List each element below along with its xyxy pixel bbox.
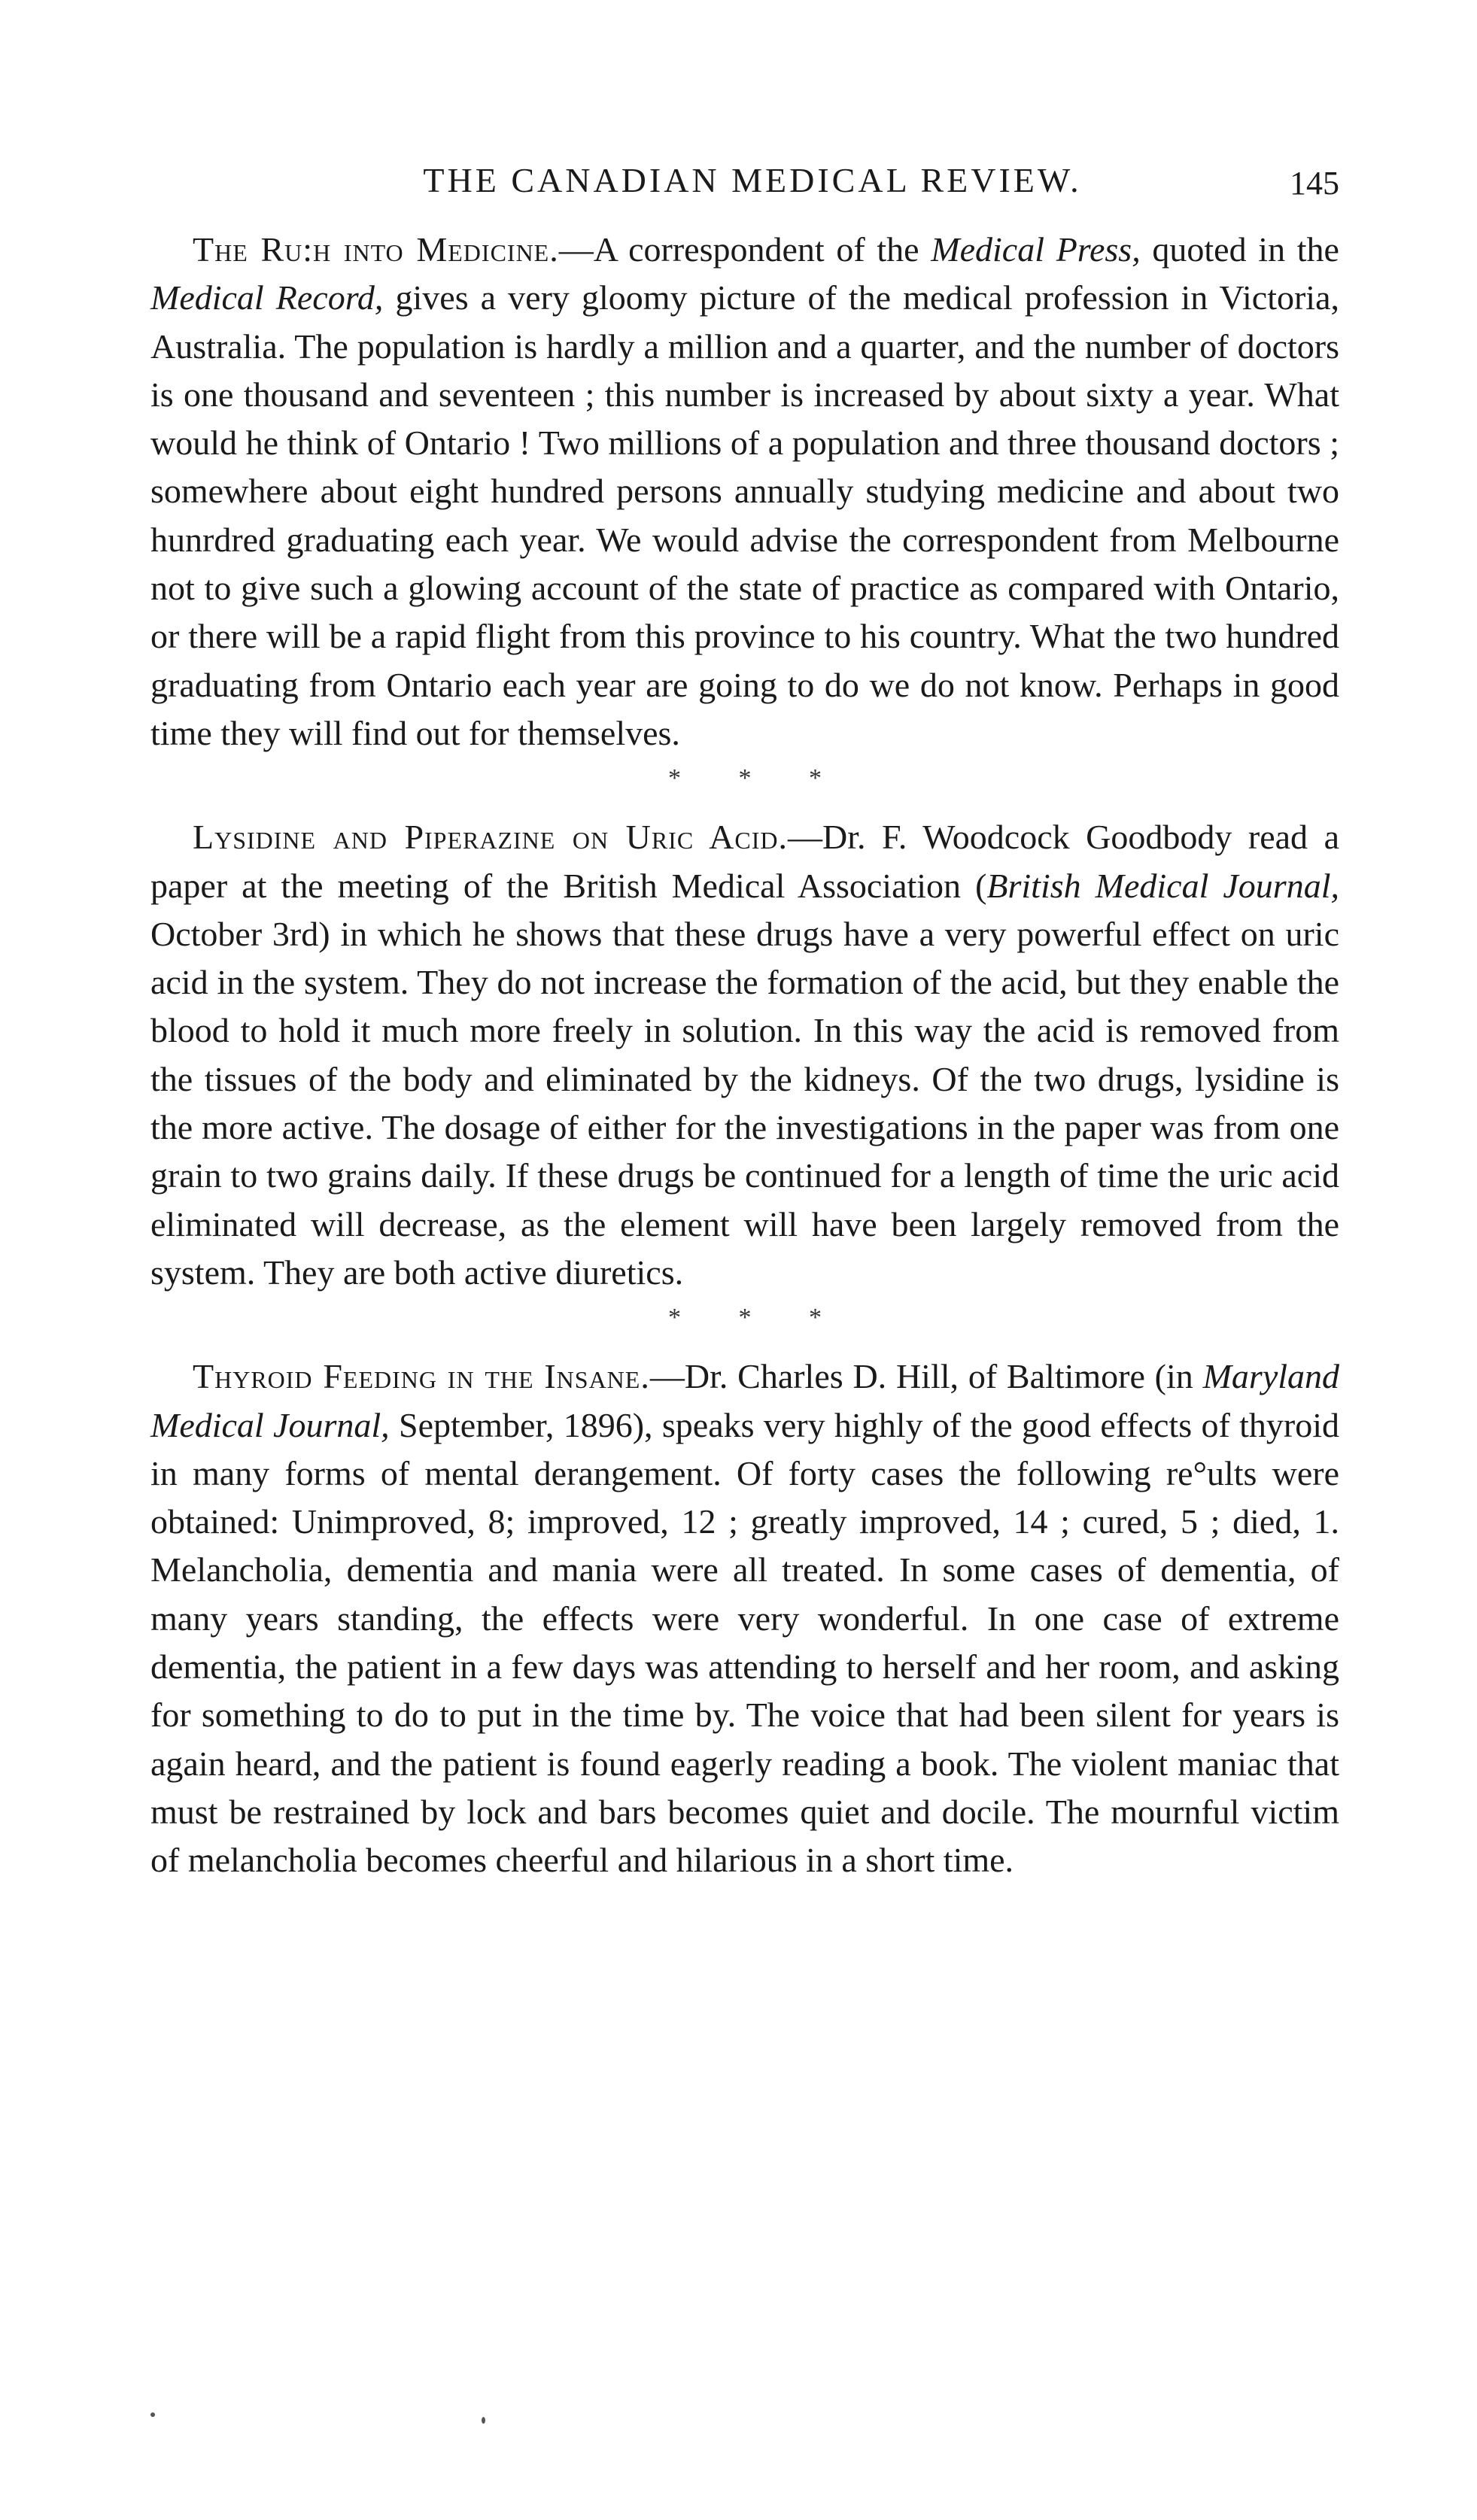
scan-speck bbox=[150, 2412, 155, 2417]
scan-specks bbox=[150, 2403, 752, 2433]
article-title: The Ru:h into Medicine. bbox=[193, 230, 559, 269]
article-text: Dr. Charles D. Hill, of Baltimore (in bbox=[684, 1357, 1203, 1396]
journal-name: British Medical Journal, bbox=[986, 866, 1339, 905]
article-text: October 3rd) in which he shows that these drugs have a very powerful effect on uric acid in the system. They do not increase the formation of the acid, but they enable the blood to hold it much more freely in solution. In this way the acid is removed from the tissues of the body and eliminated by the kidneys. Of the two drugs, lysidine is the more active. The dosage of either for the investigations in the paper was from one grain to two grains daily. If these drugs be continued for a length of time the uric acid eliminated will decrease, as the element will have been largely removed from the system. They are both active diuretics. bbox=[150, 914, 1339, 1292]
journal-name: Medical Record, bbox=[150, 278, 384, 317]
section-separator: * * * bbox=[668, 764, 847, 793]
scan-speck bbox=[482, 2417, 485, 2424]
journal-name: Maryland Medical Journal, bbox=[150, 1357, 1340, 1444]
article-title: Lysidine and Piperazine on Uric Acid. bbox=[193, 818, 788, 857]
article-text: gives a very gloomy picture of the medical profession in Victoria, Australia. The population is hardly a million and a quarter, and the number of doctors is one thousand and seventeen ; this number is increased by about sixty a year. What would he think of Ontario ! Two millions of a population and three thousand doctors ; somewhere about eight hundred persons annually studying medicine and about two hunrdred graduating each year. We would advise the correspondent from Melbourne not to give such a glowing account of the state of practice as compared with Ontario, or there will be a rapid flight from this province to his country. What the two hundred graduating from Ontario each year are going to do we do not know. Perhaps in good time they will find out for themselves. bbox=[150, 278, 1339, 752]
title-dash: — bbox=[787, 818, 822, 857]
article-title: Thyroid Feeding in the Insane. bbox=[193, 1357, 650, 1396]
article-lysidine-piperazine bbox=[150, 813, 1339, 1297]
page-header bbox=[150, 154, 1339, 207]
article-rush-into-medicine bbox=[150, 226, 1339, 758]
article-text: September, 1896), speaks very highly of the good effects of thyroid in many forms of mental derangement. Of forty cases the following re°ults were obtained: Unimproved, 8; improved, 12 ; greatly improved, 14 ; cured, 5 ; died, 1. Melancholia, dementia and mania were all treated. In some cases of dementia, of many years standing, the effects were very wonderful. In one case of extreme dementia, the patient in a few days was attending to herself and her room, and asking for something to do to put in the time by. The voice that had been silent for years is again heard, and the patient is found eagerly reading a book. The violent maniac that must be restrained by lock and bars becomes quiet and docile. The mournful victim of melancholia becomes cheerful and hilarious in a short time. bbox=[150, 1405, 1339, 1880]
article-text: A correspondent of the bbox=[593, 230, 931, 269]
journal-name: Medical Press, bbox=[931, 230, 1141, 269]
title-dash: — bbox=[558, 230, 594, 269]
page-body bbox=[150, 226, 1339, 1885]
running-head: THE CANADIAN MEDICAL REVIEW. bbox=[423, 161, 1082, 199]
article-text: Dr. F. Woodcock Goodbody read a paper at the meeting of the British Medical Association ( bbox=[150, 818, 1339, 905]
section-separator: * * * bbox=[668, 1304, 847, 1332]
page-number: 145 bbox=[1290, 165, 1339, 202]
article-text: quoted in the bbox=[1140, 230, 1339, 269]
title-dash: — bbox=[649, 1357, 685, 1396]
article-thyroid-feeding bbox=[150, 1353, 1339, 1884]
